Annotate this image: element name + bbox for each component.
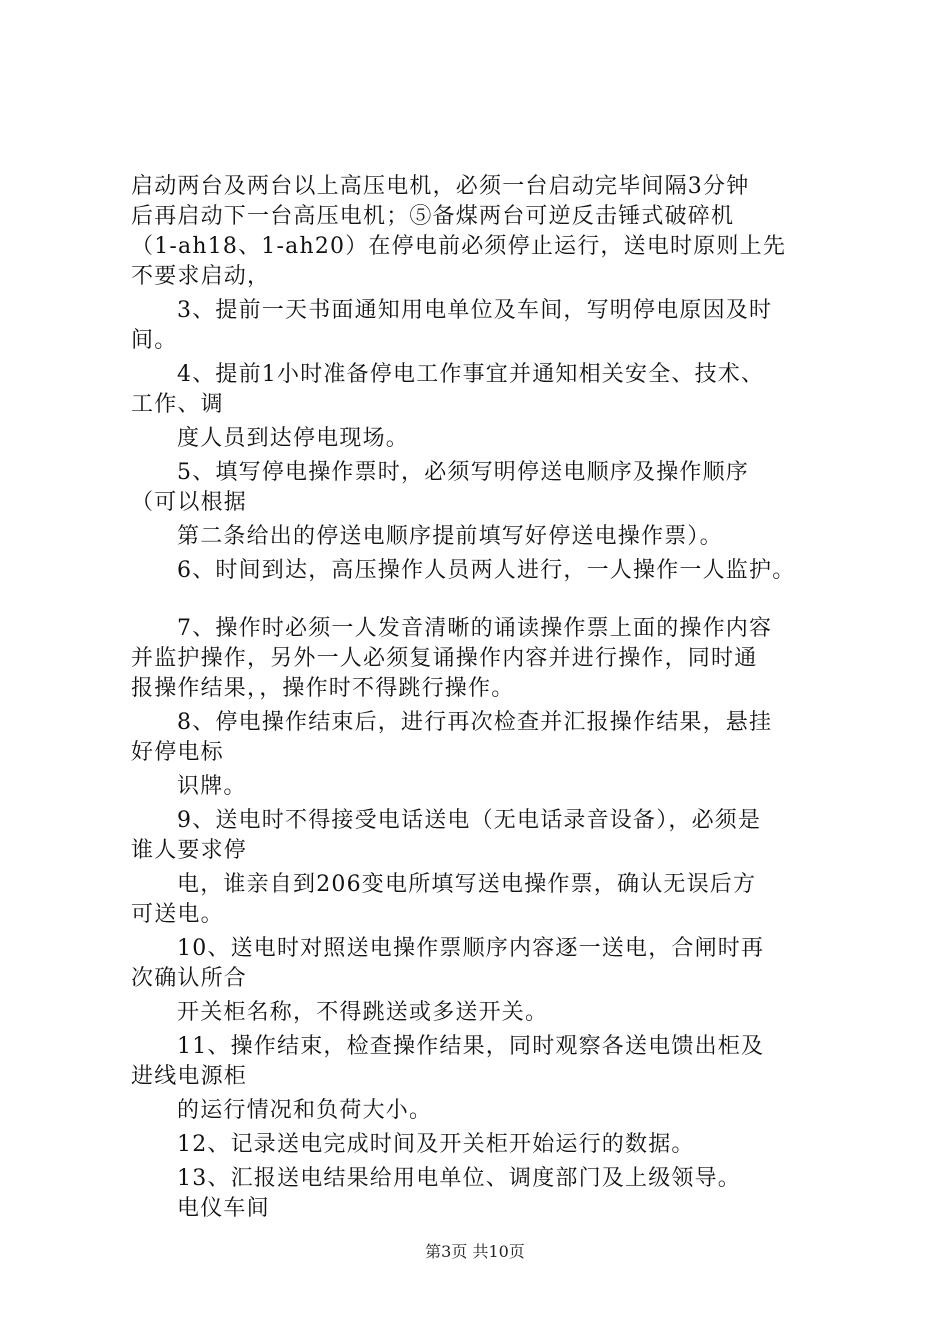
text-line: 5、填写停电操作票时，必须写明停送电顺序及操作顺序 xyxy=(177,460,749,485)
text-line: 11、操作结束，检查操作结果，同时观察各送电馈出柜及 xyxy=(177,1034,765,1059)
text-line: 不要求启动， xyxy=(131,264,271,289)
text-line: 可送电。 xyxy=(131,902,224,927)
text-line: 度人员到达停电现场。 xyxy=(177,426,410,451)
text-line: 4、提前1小时准备停电工作事宜并通知相关安全、技术、 xyxy=(177,362,765,387)
text-line: 6、时间到达，高压操作人员两人进行，一人操作一人监护。 xyxy=(177,558,796,583)
text-line: 开关柜名称，不得跳送或多送开关。 xyxy=(177,1000,549,1025)
text-line: 10、送电时对照送电操作票顺序内容逐一送电，合闸时再 xyxy=(177,936,765,961)
text-line: 3、提前一天书面通知用电单位及车间，写明停电原因及时 xyxy=(177,298,773,323)
text-line: 8、停电操作结束后，进行再次检查并汇报操作结果，悬挂 xyxy=(177,710,773,735)
text-line: 谁人要求停 xyxy=(131,838,248,863)
text-line: 并监护操作，另外一人必须复诵操作内容并进行操作，同时通 xyxy=(131,646,758,671)
text-line: 识牌。 xyxy=(177,774,247,799)
text-line: 后再启动下一台高压电机；⑤备煤两台可逆反击锤式破碎机 xyxy=(131,204,735,229)
text-line: 电，谁亲自到206变电所填写送电操作票，确认无误后方 xyxy=(177,872,757,897)
text-line: 9、送电时不得接受电话送电（无电话录音设备），必须是 xyxy=(177,808,762,833)
text-line: 的运行情况和负荷大小。 xyxy=(177,1098,433,1123)
text-line: 7、操作时必须一人发音清晰的诵读操作票上面的操作内容 xyxy=(177,616,773,641)
text-line: （1-ah18、1-ah20）在停电前必须停止运行，送电时原则上先 xyxy=(131,234,787,259)
text-line: 进线电源柜 xyxy=(131,1064,248,1089)
text-line: 间。 xyxy=(131,328,178,353)
text-line: 第二条给出的停送电顺序提前填写好停送电操作票）。 xyxy=(177,524,723,549)
text-line: 好停电标 xyxy=(131,740,224,765)
document-body xyxy=(131,172,851,1224)
text-line: 启动两台及两台以上高压电机，必须一台启动完毕间隔3分钟 xyxy=(131,174,750,199)
text-line: （可以根据 xyxy=(131,490,248,515)
text-line: 电仪车间 xyxy=(177,1196,270,1221)
text-line: 次确认所合 xyxy=(131,966,248,991)
text-line: 13、汇报送电结果给用电单位、调度部门及上级领导。 xyxy=(177,1166,741,1191)
text-line: 12、记录送电完成时间及开关柜开始运行的数据。 xyxy=(177,1132,695,1157)
page-number-footer: 第3页 共10页 xyxy=(425,1242,525,1261)
text-line: 工作、调 xyxy=(131,392,224,417)
text-line: 报操作结果，，操作时不得跳行操作。 xyxy=(131,676,515,701)
